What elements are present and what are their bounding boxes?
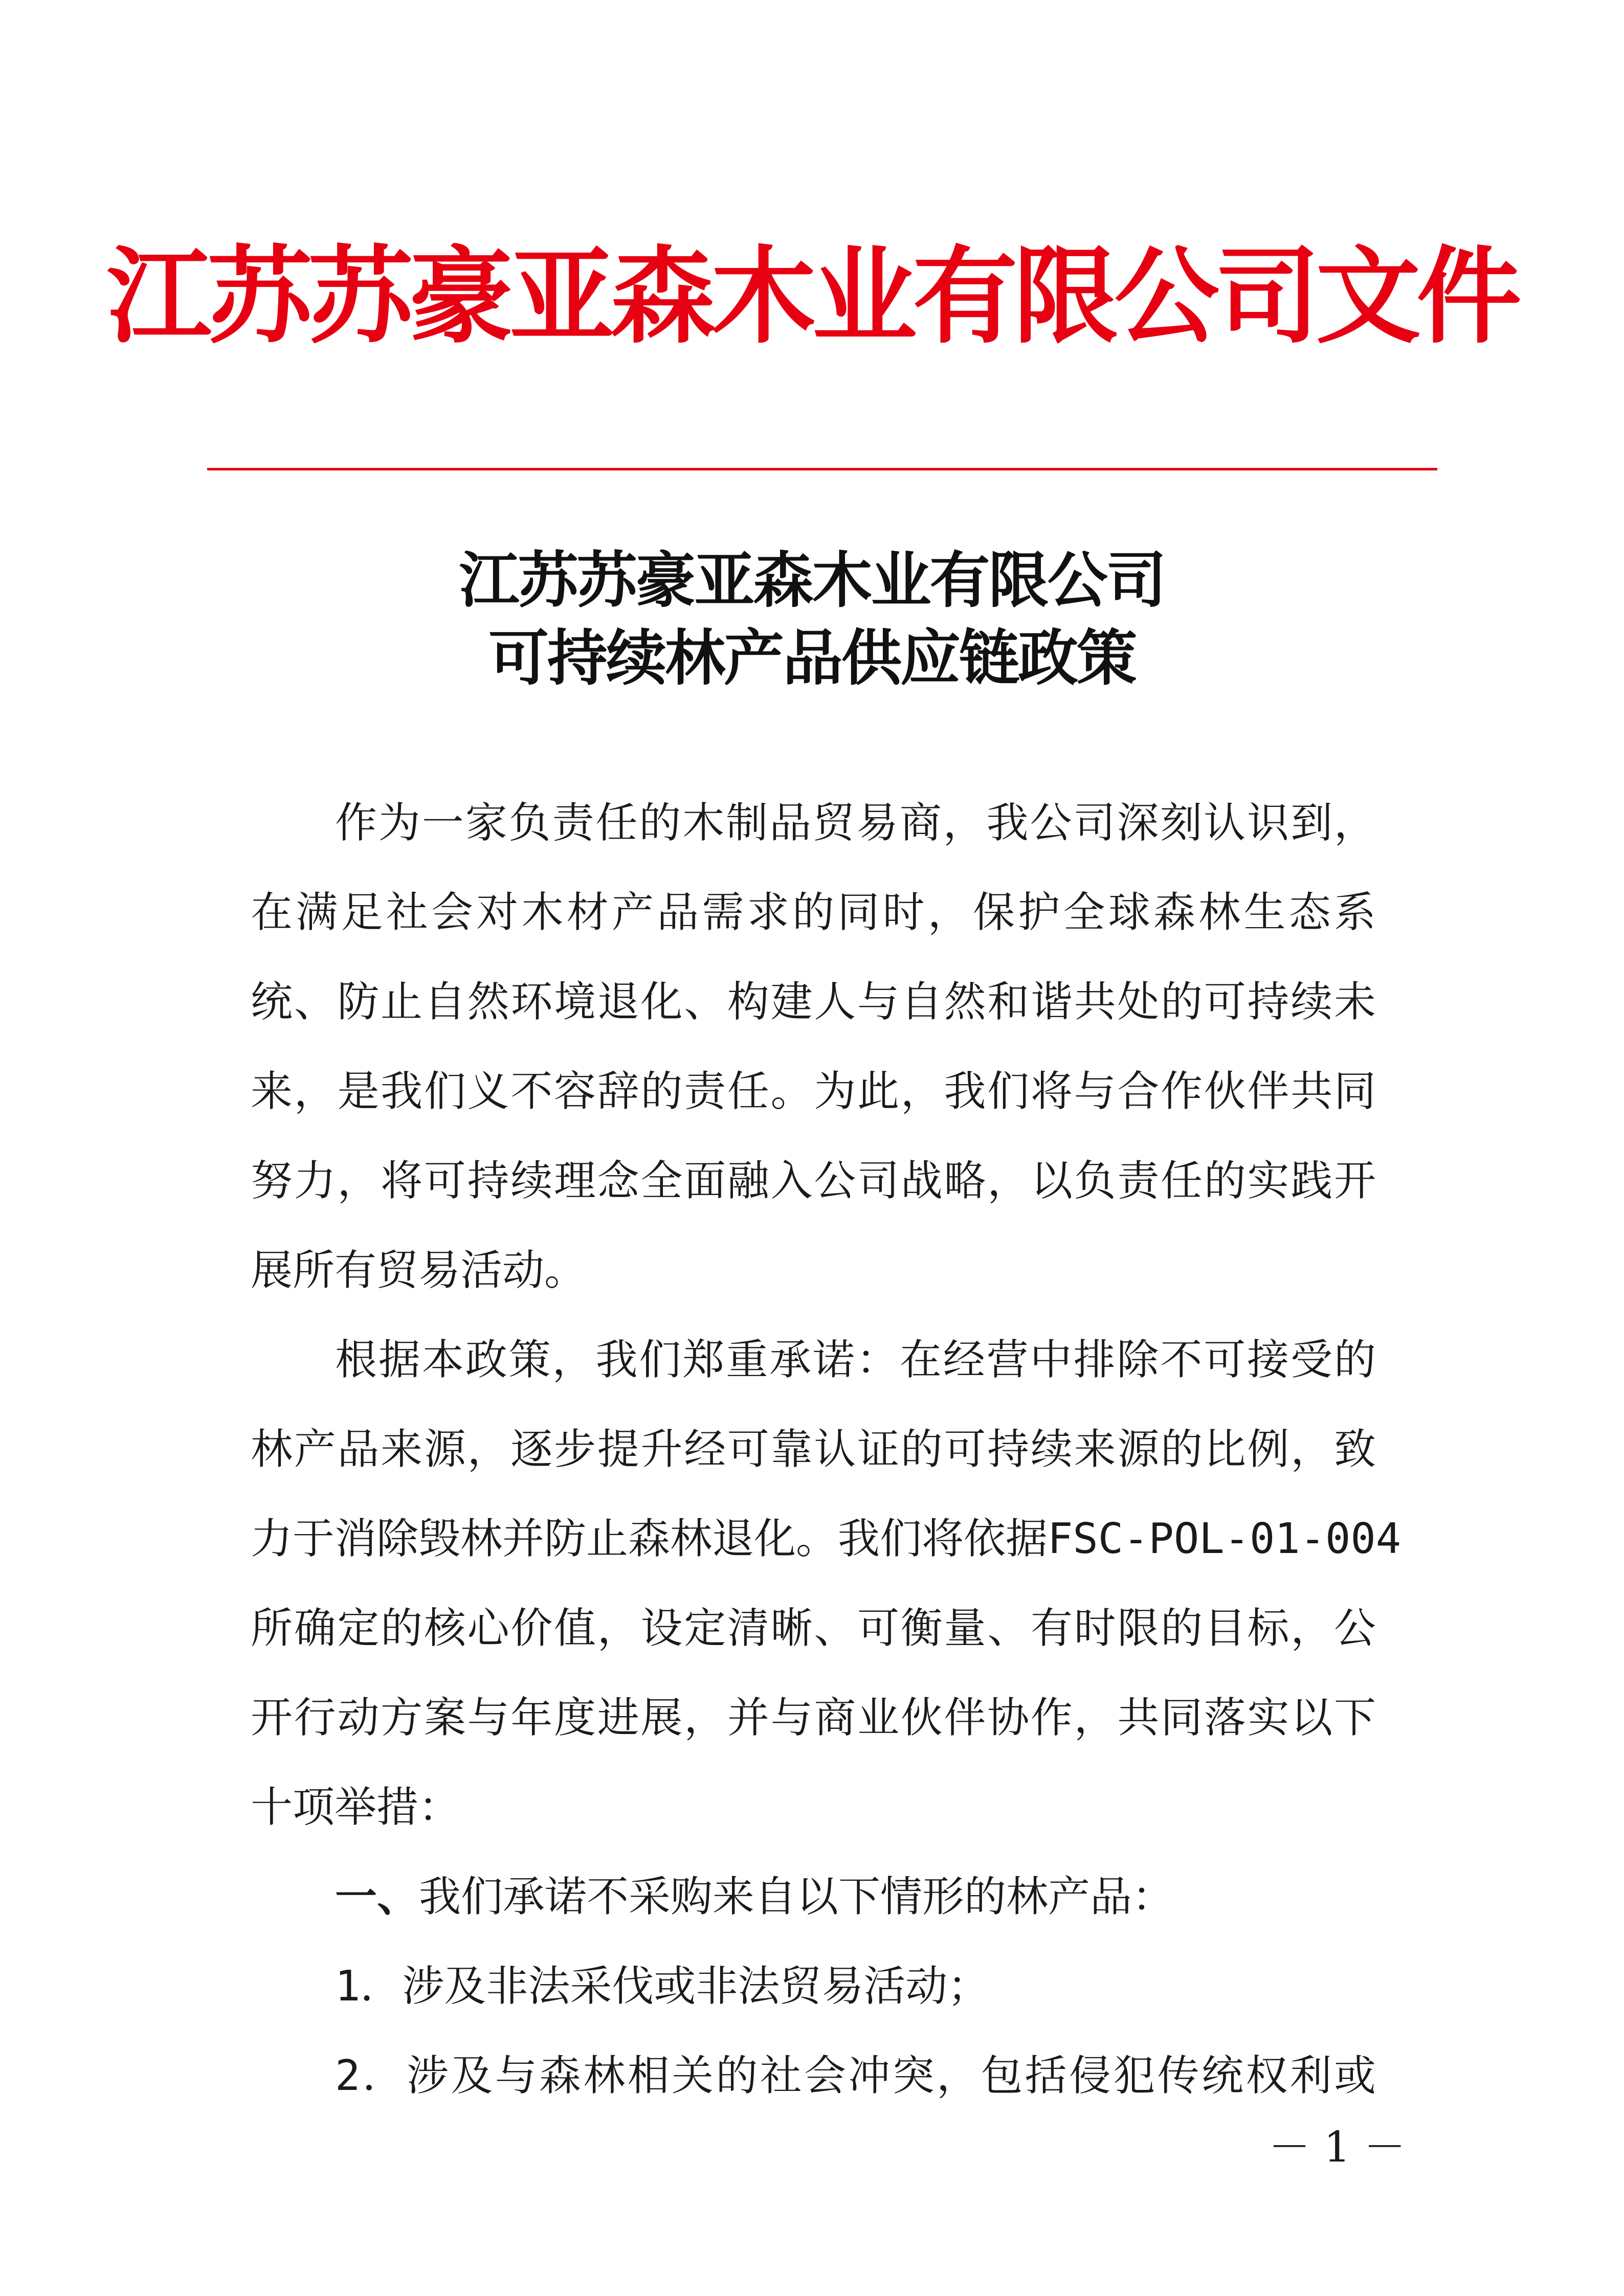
paragraph-1-line-2: 在满足社会对木材产品需求的同时，保护全球森林生态系 xyxy=(251,888,1376,937)
paragraph-2-line-3: 力于消除毁林并防止森林退化。我们将依据FSC-POL-01-004 xyxy=(251,1515,1401,1563)
paragraph-1-line-5: 努力，将可持续理念全面融入公司战略，以负责任的实践开 xyxy=(251,1157,1376,1205)
page-number: － 1 － xyxy=(1269,2123,1406,2172)
section-1-number: 一、 xyxy=(335,1873,419,1921)
red-divider-line xyxy=(207,468,1437,470)
list-item-2: 2．涉及与森林相关的社会冲突，包括侵犯传统权利或 xyxy=(335,2052,1376,2100)
paragraph-1-line-6: 展所有贸易活动。 xyxy=(251,1246,587,1295)
paragraph-1-line-3: 统、防止自然环境退化、构建人与自然和谐共处的可持续未 xyxy=(251,978,1376,1026)
list-item-1: 1．涉及非法采伐或非法贸易活动； xyxy=(335,1962,990,2011)
red-header-title: 江苏苏豪亚森木业有限公司文件 xyxy=(106,235,1518,358)
paragraph-2-line-5: 开行动方案与年度进展，并与商业伙伴协作，共同落实以下 xyxy=(251,1694,1376,1742)
section-1-heading-text: 我们承诺不采购来自以下情形的林产品： xyxy=(419,1873,1174,1921)
section-1-heading xyxy=(335,1869,1376,1925)
paragraph-2-line-4: 所确定的核心价值，设定清晰、可衡量、有时限的目标，公 xyxy=(251,1604,1376,1653)
document-title-line-2: 可持续林产品供应链政策 xyxy=(488,622,1136,693)
paragraph-2-line-1: 根据本政策，我们郑重承诺：在经营中排除不可接受的 xyxy=(335,1336,1376,1384)
paragraph-1-line-4: 来，是我们义不容辞的责任。为此，我们将与合作伙伴共同 xyxy=(251,1067,1376,1116)
paragraph-1-line-1: 作为一家负责任的木制品贸易商，我公司深刻认识到， xyxy=(335,799,1376,847)
paragraph-2-line-6: 十项举措： xyxy=(251,1783,461,1832)
paragraph-2-line-2: 林产品来源，逐步提升经可靠认证的可持续来源的比例，致 xyxy=(251,1425,1376,1474)
document-title-line-1: 江苏苏豪亚森木业有限公司 xyxy=(459,545,1165,616)
